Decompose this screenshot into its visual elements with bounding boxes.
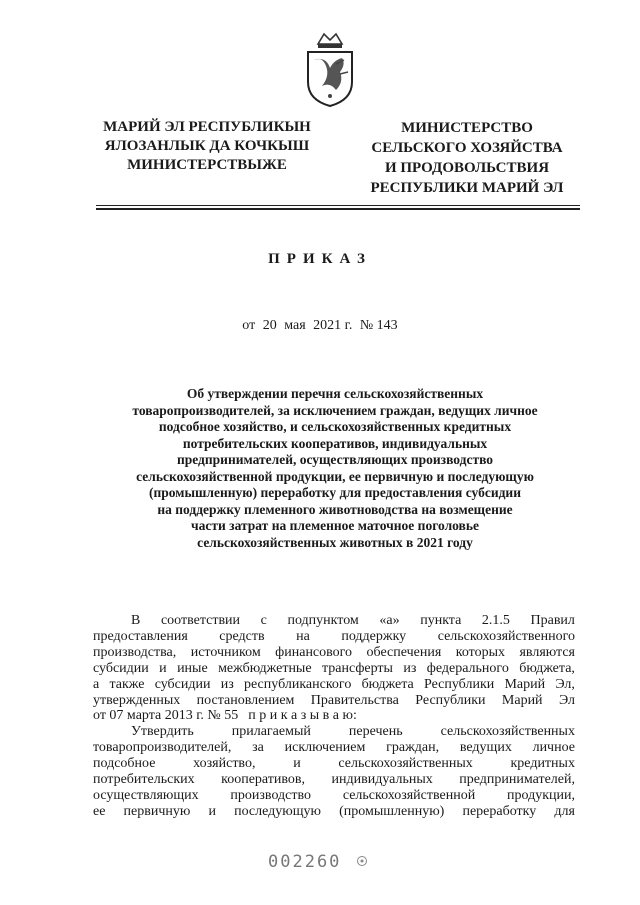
header-right-line: МИНИСТЕРСТВО xyxy=(401,120,533,136)
body-word: которых xyxy=(455,644,506,660)
body-word: переработку xyxy=(462,803,537,819)
body-word: предпринимателей, xyxy=(459,772,575,788)
body-word: п р и к а з ы в а ю: xyxy=(248,708,357,724)
header-divider-thin xyxy=(96,205,580,206)
body-word: федерального xyxy=(426,660,509,676)
body-word: Республики xyxy=(415,692,486,708)
body-word: Эл, xyxy=(555,676,575,692)
body-line xyxy=(93,677,575,693)
body-word: подсобное xyxy=(93,756,156,772)
body-word: перечень xyxy=(348,724,403,740)
body-line xyxy=(93,613,575,629)
body-word: сельскохозяйственной xyxy=(342,787,476,803)
body-line xyxy=(93,661,575,677)
body-word: последующую xyxy=(234,803,321,819)
header-right-line: СЕЛЬСКОГО ХОЗЯЙСТВА xyxy=(371,140,563,156)
body-word: граждан, xyxy=(386,740,440,756)
header-left-line: МАРИЙ ЭЛ РЕСПУБЛИКЫН xyxy=(103,119,311,135)
body-line xyxy=(93,804,575,820)
body-line xyxy=(93,756,575,772)
header-divider-thick xyxy=(96,208,580,210)
body-word: Эл xyxy=(558,692,575,708)
body-word: Утвердить xyxy=(131,724,194,740)
body-word: кооперативов, xyxy=(221,772,306,788)
body-word: хозяйство, xyxy=(193,756,256,772)
subject-line: на поддержку племенного животноводства на возмещение xyxy=(157,501,513,517)
order-date-line xyxy=(0,318,640,334)
body-word: Правительства xyxy=(310,692,399,708)
body-word: финансового xyxy=(275,644,353,660)
body-word: и xyxy=(208,803,216,819)
body-word: первичную xyxy=(123,803,191,819)
body-word: для xyxy=(554,803,575,819)
body-word: на xyxy=(296,628,310,644)
body-word: средств xyxy=(219,628,265,644)
subject-line: сельскохозяйственной продукции, ее первичную и последующую xyxy=(136,468,534,484)
header-left-line: МИНИСТЕРСТВЫЖЕ xyxy=(127,157,287,173)
header-right-line: И ПРОДОВОЛЬСТВИЯ xyxy=(384,160,550,176)
body-word: сельскохозяйственного xyxy=(437,628,575,644)
body-word: межбюджетные xyxy=(218,660,312,676)
coat-of-arms-icon xyxy=(300,30,360,110)
order-title: ПРИКАЗ xyxy=(268,251,372,267)
body-word: «а» xyxy=(379,613,400,628)
body-word: подпунктом xyxy=(287,613,359,628)
subject-line: (промышленную) переработку для предоставления субсидии xyxy=(149,485,521,500)
body-word: республиканского xyxy=(243,676,352,692)
body-word: источником xyxy=(190,644,261,660)
body-word: соответствии xyxy=(160,613,241,628)
body-word: субсидии xyxy=(93,660,149,676)
body-word: прилагаемый xyxy=(231,724,311,740)
body-word: производство xyxy=(230,787,312,803)
subject-line: предпринимателей, осуществляющих производство xyxy=(176,452,494,467)
date-year: 2021 г. xyxy=(313,318,353,333)
body-word: (промышленную) xyxy=(339,803,445,819)
body-word: продукции, xyxy=(507,787,575,803)
body-line xyxy=(93,629,575,645)
body-word: с xyxy=(260,613,267,628)
header-russian-ministry-name xyxy=(352,118,582,198)
body-word: бюджета xyxy=(361,676,414,692)
subject-line: потребительских кооперативов, индивидуальных xyxy=(182,435,488,451)
date-prefix: от xyxy=(242,318,256,333)
body-word: ведущих xyxy=(459,740,512,756)
body-word: постановлением xyxy=(196,692,295,708)
body-line xyxy=(93,645,575,661)
body-word: также xyxy=(109,676,145,692)
body-word: индивидуальных xyxy=(331,772,433,788)
body-word: трансферты xyxy=(321,660,393,676)
subject-line: Об утверждении перечня сельскохозяйственных xyxy=(186,386,484,401)
body-word: являются xyxy=(519,644,575,660)
body-word: субсидии xyxy=(154,676,211,692)
body-word: за xyxy=(252,740,264,756)
document-serial-number: 002260 xyxy=(268,852,342,872)
body-word: кредитных xyxy=(510,756,575,772)
body-word: а xyxy=(93,676,100,692)
body-word: от 07 марта 2013 г. № 55 xyxy=(93,708,239,724)
subject-line: части затрат на племенное маточное поголовье xyxy=(191,518,479,533)
body-word: исключением xyxy=(284,740,366,756)
subject-line: товаропроизводителей, за исключением граждан, ведущих личное xyxy=(132,402,538,418)
order-number: № 143 xyxy=(359,318,398,333)
body-word: производства, xyxy=(93,644,177,660)
body-word: иные xyxy=(177,660,208,676)
body-line xyxy=(93,724,575,740)
body-word: предоставления xyxy=(93,628,188,644)
body-word: из xyxy=(220,676,234,692)
body-word: утвержденных xyxy=(93,692,181,708)
body-word: потребительских xyxy=(93,772,195,788)
body-word: товаропроизводителей, xyxy=(93,740,232,756)
header-mari-ministry-name xyxy=(88,118,326,175)
body-word: ее xyxy=(93,803,106,819)
body-word: осуществляющих xyxy=(93,787,199,803)
body-word: Марий xyxy=(504,676,546,692)
body-word: из xyxy=(403,660,417,676)
body-word: пункта xyxy=(420,613,462,628)
body-word: и xyxy=(159,660,167,676)
order-body-text xyxy=(93,613,575,820)
date-day: 20 xyxy=(262,318,277,333)
body-word: Марий xyxy=(501,692,543,708)
body-line xyxy=(93,708,575,724)
body-word: обеспечения xyxy=(366,644,442,660)
body-word: 2.1.5 xyxy=(481,613,510,628)
body-word: В xyxy=(131,613,141,628)
stamp-mark-icon xyxy=(356,855,368,867)
order-subject xyxy=(100,386,570,551)
body-line xyxy=(93,693,575,709)
subject-line: подсобное хозяйство, и сельскохозяйственных кредитных xyxy=(158,419,512,434)
header-left-line: ЯЛОЗАНЛЫК ДА КОЧКЫШ xyxy=(104,138,310,154)
header-right-line: РЕСПУБЛИКИ МАРИЙ ЭЛ xyxy=(370,180,564,196)
body-word: Республики xyxy=(424,676,495,692)
body-word: личное xyxy=(532,740,575,756)
body-line xyxy=(93,788,575,804)
body-word: сельскохозяйственных xyxy=(440,724,575,740)
body-word: и xyxy=(293,756,301,772)
date-month: мая xyxy=(284,318,306,333)
body-line xyxy=(93,772,575,788)
subject-line: сельскохозяйственных животных в 2021 году xyxy=(197,534,473,550)
body-word: поддержку xyxy=(341,628,407,644)
body-word: бюджета, xyxy=(519,660,575,676)
body-line xyxy=(93,740,575,756)
body-word: Правил xyxy=(530,613,575,628)
body-word: сельскохозяйственных xyxy=(338,756,473,772)
